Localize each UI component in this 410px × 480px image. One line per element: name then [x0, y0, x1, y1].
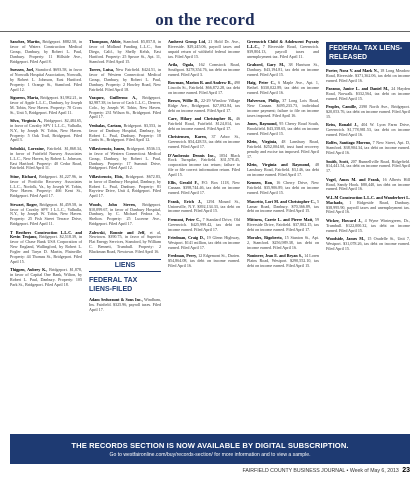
record-entry — [326, 219, 410, 234]
column-2 — [89, 40, 161, 430]
page-footer — [10, 467, 410, 474]
record-detail: 22-29 Winslow Village Ridge Ave., Bridgeport. $27,092.84, tax debt on income earned. Filed April 17. — [168, 98, 240, 114]
record-detail: Bridgeport. $1,878, in favor of Capital One Bank, Wilton, by Robert L. Paul, Danbury. Property: 105 Park St., Bridgeport. Filed April 18. — [10, 267, 82, 287]
record-name: Venbalas, Cartam, — [89, 122, 123, 128]
record-name: Smith, Scott, — [326, 158, 350, 164]
record-detail: 404 W. Lyon Farm Drive, Greenwich. $1,778,981.53, tax debt on income earned. Filed April 16. — [326, 122, 410, 138]
record-name: Friedman, Craig D., — [168, 234, 205, 240]
record-detail: Bridgeport. $3,553, in favor of Danbury Hospital, Danbury, by Robert L. Paul, Danbury. Property: 18 Curtis St., Bridgeport. Filed April 12. — [89, 122, 161, 143]
record-name: Haig, Peter C., — [247, 80, 276, 86]
records-columns — [10, 40, 410, 430]
record-entry — [10, 203, 82, 228]
record-detail: 21 Hold Dr. Ave., Riverside. $29,245.06, payroll taxes and unpaid return of withheld federal income tax. Filed April 15. — [168, 40, 240, 59]
record-entry — [89, 203, 161, 228]
record-detail: P.O. Box 1118, New Canaan. $398,744.46, tax debt on income earned. Filed April 17. — [168, 180, 240, 196]
record-entry — [247, 99, 319, 119]
record-detail: 24 Hayden Road, Norwalk. $332,564, tax debt on income earned. Filed April 15. — [326, 86, 410, 101]
record-entry — [326, 69, 410, 84]
column-3 — [168, 40, 240, 430]
record-name: Ellis, Gerald F., — [168, 180, 199, 186]
record-name: Klein, Virginia and Raymond, — [247, 162, 311, 168]
record-name: Reiss, Ronald J., — [326, 122, 359, 128]
banner-headline: THE RECORDS SECTION IS NOW AVAILABLE BY DIGITAL SUBSCRIPTION. — [71, 441, 349, 450]
record-name: Peoples, Camille, — [326, 104, 357, 110]
record-name: Jones, Raymond, — [247, 121, 278, 127]
record-detail: 37 Long Lots Road, New Canaan. $495,233.73, individual income payment; failure to file on income taxes imposed. Filed April 16. — [247, 98, 319, 118]
record-name: Sobolski, Lorraine, — [10, 145, 45, 151]
record-detail: Bridgeport. $2,518.39, in favor of Chase Bank USA Corporation of New England, Wallingford, by Robert L. Fogler and Taryn D. Martin, Plainville. Property: 44 Thomas St., Bridgeport. Filed April 15. — [10, 234, 82, 264]
record-entry — [326, 196, 410, 216]
record-entry — [247, 81, 319, 96]
record-name: Grahord, Gary M., — [247, 62, 286, 68]
record-name: Thigpen, Aubrey K., — [10, 267, 48, 273]
record-detail: 38 Harrison St., Danbury. $43,194.81, tax debt on income earned. Filed April 15. — [247, 62, 319, 77]
record-detail: 4 Wyne Wintergreen, Dr., Trumbull. $122,000.32, tax debt on income earned. Filed April 15. — [326, 217, 410, 233]
record-entry — [326, 237, 410, 252]
record-name: Villavicencio, Ebis, — [89, 173, 124, 179]
record-name: Villavicencio, Ismeo, — [89, 145, 126, 151]
record-name: Rolfes, Santiago Moreno, — [326, 140, 372, 146]
record-entry — [168, 154, 240, 179]
record-detail: 46 Fairfield Road, Fairfield. $124,014, tax debt on income earned. Filed April 17. — [168, 116, 240, 132]
record-name: T Brothers Construction L.L.C. and Kevin Trujano, — [10, 229, 82, 240]
record-entry — [326, 178, 410, 193]
record-detail: 18 Long Meadow Road, Riverside. $371,362.06, tax debt on income earned. Filed April 16. — [326, 68, 410, 83]
record-detail: 19 Glenn Highway, Westport. $141 million, tax debt on income earned. Filed April 17. — [168, 234, 240, 250]
record-entry — [168, 63, 240, 78]
record-name: Brown, Willie D., — [168, 98, 200, 104]
section-heading: FEDERAL TAX LIENS-RELEASED — [326, 42, 410, 65]
page-number: 23 — [402, 467, 410, 474]
record-detail: 48 Lansbury Road, Fairfield. $3,146, tax debt on income earned. Filed April 17. — [247, 162, 319, 178]
record-detail: Stamford. $693.58, in favor of Norwalk Hospital Association, Norwalk, by Robert L. Johnson, East Hartford. Property: 1 Orange St., Stamford. Filed April 12. — [10, 66, 82, 92]
record-entry — [168, 99, 240, 114]
record-detail: 6 Maple Ave., Apt. 1, Bethel. $330,022.89, tax debt on income earned. Filed April 16. — [247, 80, 319, 95]
record-name: Torres, Luisa, — [89, 66, 114, 72]
record-name: Stewart, Roger, — [10, 201, 38, 207]
record-detail: Bridgeport. $2,987.38, in favor of Cach L.L.C., Denver, Colo., by Joseph W. Tobin, New Haven. Property: 231 Wilson St., Bridgeport. Filed April 17. — [89, 94, 161, 120]
record-name: Zalewski, Ronnie and Jeff, — [89, 229, 146, 235]
record-detail: 7 Riverside Road, Greenwich. $39,804.13, payroll taxes and unemployment tax. Filed April 11. — [247, 43, 319, 59]
record-entry — [168, 218, 240, 233]
record-entry — [10, 175, 82, 200]
record-detail: 5 Lamar Road, Danbury. $70,366.89, tax debt on income earned. Filed April 15. — [247, 198, 319, 214]
record-entry — [168, 254, 240, 269]
column-4 — [247, 40, 319, 430]
record-entry — [326, 160, 410, 175]
banner-subtext: Go to westfaironline.com/buy/records-section/ for more information and to view a sample. — [109, 452, 311, 458]
record-entry — [89, 231, 161, 256]
record-entry — [247, 236, 319, 251]
record-name: Sanchez, Martin, — [10, 40, 41, 44]
record-name: Paramo, Janice L. and Daniel M., — [326, 86, 390, 92]
record-entry — [326, 105, 410, 120]
record-detail: 16 Cherry Drive, New Fairfield. $35,906.89, tax debt on income earned. Filed April 15. — [247, 180, 319, 196]
record-name: Fremont, Peter C., — [168, 216, 202, 222]
record-entry — [89, 124, 161, 144]
record-detail: Fairfield. $1,868.34, in favor of Fairfield Nursery Associates L.L.C., New Haven, by Robert L. Johnson, East Hartford. Property: 40 Cedar Road, Fairfield. Filed April 11. — [10, 145, 82, 171]
record-detail: 1294 Mound St., Unionville, N.Y. $392,134.33, tax debt on income earned. Filed April 15. — [168, 198, 240, 214]
record-entry — [10, 96, 82, 116]
record-name: Care, Hilary and Christopher R., — [168, 116, 234, 122]
record-name: Woods, John Steven, — [89, 201, 136, 207]
record-detail: Bridgeport. $1,982.21, in favor of Apple L.L.C., Danbury, by Joseph M. Tobin, New Haven. Property: 70 Cross St., Unit 5, Bridgeport. Filed April 11. — [10, 94, 82, 115]
record-entry — [247, 200, 319, 215]
record-detail: 7 New Street, Apt. D, Stamford. $38,904.34, tax debt on income earned. Filed April 16. — [326, 140, 410, 156]
record-name: Thompson, Abbie, — [89, 40, 122, 44]
record-detail: 12 Edgemont St., Darien. $54,864.08, tax debt on income earned. Filed April 16. — [168, 252, 240, 268]
record-name: Halverson, Philip, — [247, 98, 280, 104]
record-detail: Bridgeport. $672.83, in favor of Danbury Hospital, Danbury, by Robert L. Paul, Danbury. Property: 81 Rayview Drive, Unit 4, Bridgeport. Filed April 17. — [89, 173, 161, 199]
record-entry — [326, 141, 410, 156]
record-entry — [89, 96, 161, 121]
record-entry — [247, 181, 319, 196]
record-name: Wicker, Howard J., — [326, 217, 363, 223]
record-detail: 48 Lansbury Road, Fairfield. $252,004.60, trust fund recovery penalty and excise tax imposed. Filed April 17. — [247, 139, 319, 160]
record-name: D'Ambrosio Dennis Inc., — [168, 152, 216, 158]
record-entry — [168, 181, 240, 196]
record-detail: New Fairfield. $424.51, in favor of Western Connecticut Medical Group, Danbury, by Robert L. Paul, Danbury. Property: 2 Howley Road, New Fairfield. Filed April 18. — [89, 66, 161, 92]
record-name: Amherst Group Ltd, — [168, 40, 207, 44]
record-entry — [168, 200, 240, 215]
record-detail: 2390 North Ave., Bridgeport. $20,053.76, tax debt on income earned. Filed April 15. — [326, 104, 410, 120]
record-detail: Bridgeport. $2,484.65, in favor of Cavalry SPV I L.L.C., Valhalla, N.Y., by Joseph W. Tobin, New Haven. Property: 5 Oak Trail, Bridgeport. Filed April 3. — [10, 117, 82, 143]
record-name: Stine, Richard, — [10, 173, 38, 179]
record-entry — [89, 40, 161, 65]
section-heading: FEDERAL TAX LIENS-FILED — [89, 277, 138, 293]
record-detail: 1 Ridgeside Road, Danbury. $38,995.90, payroll taxes and unemployment tax. Filed April 16. — [326, 199, 410, 215]
record-detail: et al, Newtown. $390.75, in favor of Superior Flat Energy Services, Stamford, by William C. Bennett, Trumbull. Property: 2 Blackman Road, Newtown. Filed April 16. — [89, 229, 161, 255]
record-entry — [10, 40, 82, 65]
record-detail: Bridgeport. $10,099.67, in favor of Danbury Hospital, Danbury, by C. Michael Fedora Jr., Shelton. Property: 25 Lucerne Ave., Bridgeport. Filed April 17. — [89, 201, 161, 227]
record-name: Porter, Nora V. and Mark N., — [326, 68, 379, 73]
record-detail: Stamford. $5,857.8, in favor of Midland Funding L.L.C., San Diego, Calif., by Shelly Kelsh, East Hartford. Property: 25 Spruce St., Apt. 11, Stamford. Filed April 15. — [89, 40, 161, 64]
record-entry — [89, 147, 161, 172]
record-name: Klein, Virginia, — [247, 139, 278, 145]
record-entry — [10, 231, 82, 265]
record-detail: 1054 Black Rock Turnpike, Fairfield. $31,578.45, corporation income tax return; failure to file or file correct information return. Filed April 15. — [168, 152, 240, 178]
record-name: Morales, Rigoberto, — [247, 234, 283, 240]
record-detail: Bridgeport. $536.13, in favor of Western Connecticut Medical Group, Danbury, by Robert L. Paul, Danbury. Property: 17 Summit Drive, Bridgeport. Filed April 12. — [89, 145, 161, 171]
record-detail: 95 Cherry Road South, Brookfield. $43,358.65, tax debt on income earned. Filed April 15. — [247, 121, 319, 137]
record-name: W.L.M Construction L.L.C. and Wanderbert L. Machado, — [326, 194, 410, 205]
record-entry — [247, 140, 319, 160]
record-name: Noninver, Jean E. and Bryan S., — [247, 252, 304, 258]
record-detail: 207 Bunnellville Road, Ridgefield. $14,441.54, tax debt on income earned. Filed April 17. — [326, 158, 410, 174]
record-entry — [326, 87, 410, 102]
record-entry — [168, 135, 240, 150]
record-name: Fredman, Perry, — [168, 252, 197, 258]
section-heading-liens: LIENS — [89, 259, 161, 272]
record-entry — [168, 81, 240, 96]
record-name: Suessen, Joel, — [10, 66, 35, 72]
record-entry — [89, 68, 161, 93]
record-name: Vogel, Amos M. and Frank, — [326, 176, 381, 182]
record-entry — [326, 123, 410, 138]
record-detail: Bridgeport. $882.50, in favor of Waters Construction Medical Group, Danbury, by Robert L. Paul, Danbury. Property: 11 Hillside Ave., Bridgeport. Filed April 8. — [10, 40, 82, 64]
subscription-banner[interactable] — [10, 434, 410, 464]
record-name: Woodside, James M., — [326, 235, 366, 241]
record-detail: 14 Loren Plains Road, Westport. $290,552.10, tax debt on income earned. Filed April 15. — [247, 252, 319, 268]
footer-publication: FAIRFIELD COUNTY BUSINESS JOURNAL • Week of May 6, 2013 — [242, 468, 399, 474]
record-detail: Windham, Ins. Fairfield. $325.96, payroll taxes. Filed April 17. — [89, 297, 161, 312]
record-name: Silva, Virginia A., — [10, 117, 43, 123]
record-entry — [247, 122, 319, 137]
record-entry — [247, 218, 319, 233]
record-detail: 7 Standard Drive, Old Greenwich. $425,999.42, tax debt on income earned. Filed April 17. — [168, 216, 240, 232]
record-detail: 15 Oradelle St., Unit 7, Westport. $31,078.26, tax debt on income earned. Filed April 15. — [326, 235, 410, 251]
record-entry — [10, 147, 82, 172]
record-name: Bowman, Marion R. and Andrew R., — [168, 80, 233, 86]
page-title: on the record — [155, 10, 255, 29]
record-name: Mascetto, Lori M. and Christopher C., — [247, 198, 316, 204]
record-detail: 15 Stanton St., Apt. 2, Stamford. $256,989.38, tax debt on income earned. Filed April 16. — [247, 234, 319, 250]
record-name: Avila, Ogala, — [168, 62, 195, 68]
record-name: Greenwich Child & Adolescent Psycaty L.L.C., — [247, 40, 319, 49]
record-entry — [247, 254, 319, 269]
record-name: Adam Seduraunt & Sons Inc., — [89, 297, 143, 303]
record-entry — [168, 236, 240, 251]
record-name: Mittness, Carrie L. and Pierre Matt, — [247, 216, 314, 222]
record-entry — [168, 40, 240, 60]
record-detail: 16 Alberts Hill Road, Sandy Hook. $80,440, tax debt on income earned. Filed April 16. — [326, 176, 410, 192]
record-entry — [89, 298, 161, 313]
page-header — [0, 5, 410, 32]
record-entry — [168, 117, 240, 132]
record-entry — [89, 175, 161, 200]
record-entry — [10, 268, 82, 288]
record-entry — [247, 40, 319, 60]
record-name: Frank, Erich J., — [168, 198, 203, 204]
record-name: Christensen, Karen, — [168, 134, 207, 140]
record-detail: 490 Lincoln St., Fairfield. $66,872.28, tax debt on income earned. Filed April 17. — [168, 80, 240, 95]
record-name: Vazquez, Guillermo A., — [89, 94, 138, 100]
record-detail: 37 Arbor St., Greenwich. $54,428.53, tax debt on income earned. Filed April 17. — [168, 134, 240, 150]
record-entry — [247, 163, 319, 178]
column-1 — [10, 40, 82, 430]
record-entry — [247, 63, 319, 78]
record-entry — [10, 68, 82, 93]
column-5 — [326, 40, 410, 430]
record-entry — [10, 119, 82, 144]
record-name: Sigueros, Maria, — [10, 94, 40, 100]
record-detail: 59 Riverside Drive, Fairfield. $37,802.15, tax debt on income earned. Filed April 17. — [247, 216, 319, 232]
record-detail: 162 Comstock Road, Southport. $278,354.76, tax debt on income earned. Filed April 3. — [168, 62, 240, 77]
record-detail: Bridgeport. $1,459.58, in favor of Cavalry SPV I L.L.C., Valhalla, N.Y., by Joseph W. Tobin, New Haven. Property: 25 Fish Street Terrace Drive, Bridgeport. Filed April 11. — [10, 201, 82, 227]
record-detail: Bridgeport. $1,227.96, in favor of Portfolio Recovery Associates L.L.C., Norfolk, Va., by Joseph W. Tobin, New Haven. Property: 466 Kent St., Bridgeport. Filed April 17. — [10, 173, 82, 199]
record-name: Kennen, Ron, — [247, 180, 274, 186]
